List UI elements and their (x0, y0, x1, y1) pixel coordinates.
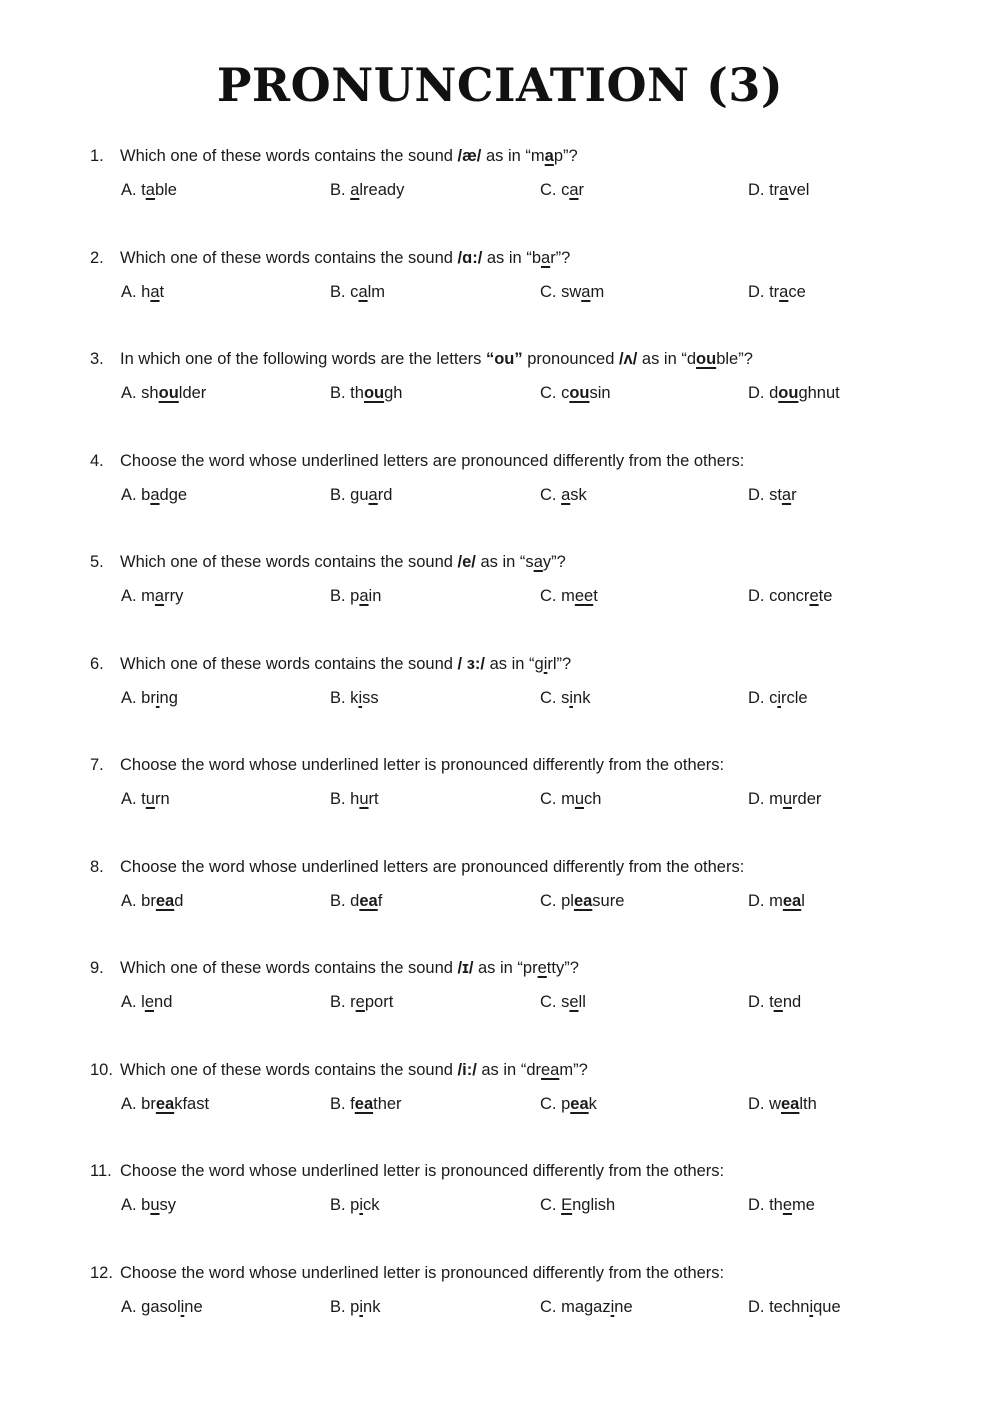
underlined-letters: u (359, 790, 369, 808)
underlined-letters: i (155, 688, 160, 707)
answer-options (90, 484, 950, 508)
option-c[interactable] (540, 585, 598, 607)
emphasis-text: /e/ (457, 553, 476, 571)
option-a[interactable] (121, 585, 183, 607)
option-c[interactable] (540, 788, 601, 810)
emphasis-text: /æ/ (457, 147, 482, 165)
emphasis-text: a (541, 248, 551, 267)
question-text-part: as in “g (485, 654, 544, 673)
question-text-part: as in “dr (476, 1060, 541, 1079)
emphasis-text: i (543, 654, 548, 673)
option-text: A. sh (121, 384, 159, 402)
option-text: B. h (330, 790, 360, 808)
option-text: D. d (748, 384, 779, 402)
underlined-letters: a (150, 282, 160, 301)
underlined-letters: ea (573, 891, 593, 910)
option-text: te (818, 587, 833, 605)
option-text: C. c (540, 384, 570, 402)
question-text (120, 145, 578, 167)
underlined-letters: u (145, 790, 155, 808)
underlined-letters: a (781, 485, 792, 504)
option-text: k (588, 1094, 597, 1113)
question-text (120, 1262, 724, 1284)
option-d[interactable] (748, 1194, 815, 1216)
option-a[interactable] (121, 1093, 209, 1115)
option-text: A. br (121, 1094, 156, 1113)
option-a[interactable] (121, 484, 187, 506)
question-prompt (90, 348, 950, 370)
emphasis-text: / ɜ:/ (457, 654, 485, 673)
option-text: f (377, 891, 383, 910)
option-text: B. p (330, 1196, 360, 1214)
option-text: A. br (121, 688, 156, 707)
question-text (120, 957, 579, 979)
question-text-part: as in “s (475, 553, 534, 571)
underlined-letters: i (610, 1297, 615, 1316)
option-text: nd (782, 993, 802, 1011)
option-text: ther (373, 1094, 402, 1113)
option-text: lth (799, 1094, 817, 1113)
underlined-letters: ee (574, 587, 594, 605)
answer-options (90, 179, 950, 203)
option-d[interactable] (748, 687, 808, 709)
option-text: in (368, 587, 382, 605)
underlined-letters: ea (782, 891, 802, 910)
underlined-letters: a (581, 282, 591, 301)
option-text: A. l (121, 993, 145, 1011)
option-text: rcle (781, 688, 808, 707)
question-number: 2. (90, 248, 104, 267)
question-text (120, 1059, 588, 1081)
option-text: C. m (540, 790, 575, 808)
answer-options (90, 382, 950, 406)
answer-options (90, 585, 950, 609)
emphasis-text: ou (696, 350, 717, 368)
question-text (120, 450, 744, 472)
question-number: 9. (90, 959, 104, 977)
option-text: C. s (540, 993, 570, 1011)
option-text: r (578, 181, 585, 199)
underlined-letters: e (144, 993, 155, 1011)
question-prompt (90, 957, 950, 979)
question-prompt (90, 1059, 950, 1081)
question-prompt (90, 754, 950, 776)
question-prompt (90, 653, 950, 675)
option-text: ne (184, 1297, 203, 1316)
option-text: B. d (330, 891, 360, 910)
underlined-letters: a (154, 587, 165, 605)
option-text: C. pl (540, 891, 574, 910)
question-text (120, 754, 724, 776)
option-text: lm (367, 282, 386, 301)
answer-options (90, 281, 950, 305)
answer-options (90, 687, 950, 711)
answer-options (90, 1194, 950, 1218)
underlined-letters: i (358, 688, 363, 707)
question-text-part: Choose the word whose underlined letters are pronounced differently from the others: (120, 451, 745, 470)
underlined-letters: i (777, 688, 782, 707)
option-text: A. b (121, 485, 151, 504)
option-b[interactable] (330, 788, 379, 810)
option-text: B. gu (330, 485, 369, 504)
option-text: C. s (540, 688, 570, 707)
option-text: sy (159, 1196, 177, 1214)
option-b[interactable] (330, 991, 393, 1013)
question-text-part: as in “pr (473, 959, 538, 977)
option-text: A. b (121, 1196, 151, 1214)
underlined-letters: a (368, 485, 378, 504)
option-a[interactable] (121, 788, 170, 810)
option-a[interactable] (121, 179, 177, 201)
underlined-letters: ea (155, 1094, 175, 1113)
question-text-part: r”? (550, 248, 571, 267)
option-text: C. p (540, 1094, 571, 1113)
option-c[interactable] (540, 687, 590, 709)
underlined-letters: a (779, 282, 789, 301)
answer-options (90, 1093, 950, 1117)
option-text: t (159, 282, 165, 301)
option-text: ng (159, 688, 178, 707)
option-text: C. (540, 1196, 562, 1214)
option-d[interactable] (748, 281, 806, 303)
option-text: B. c (330, 282, 359, 301)
option-c[interactable] (540, 1296, 633, 1318)
option-a[interactable] (121, 687, 178, 709)
emphasis-text: /ɑ:/ (457, 248, 483, 267)
question-6 (90, 653, 950, 711)
question-text-part: m”? (559, 1060, 588, 1079)
option-text: D. st (748, 485, 782, 504)
question-text-part: Choose the word whose underlined letter is pronounced differently from the others: (120, 1263, 725, 1282)
option-text: vel (788, 181, 810, 199)
question-12 (90, 1262, 950, 1320)
option-text: ble (154, 181, 177, 199)
option-text: D. m (748, 790, 783, 808)
option-c[interactable] (540, 991, 586, 1013)
question-number: 11. (90, 1162, 112, 1180)
option-d[interactable] (748, 1296, 841, 1318)
option-text: l (801, 891, 805, 910)
option-b[interactable] (330, 1296, 380, 1318)
option-text: C. magaz (540, 1297, 611, 1316)
question-text-part: Which one of these words contains the sound (120, 248, 458, 267)
option-c[interactable] (540, 890, 624, 912)
option-text: A. h (121, 282, 151, 301)
question-prompt (90, 551, 950, 573)
option-c[interactable] (540, 1194, 615, 1216)
question-text (120, 1160, 724, 1182)
option-text: nk (573, 688, 591, 707)
option-text: ck (363, 1196, 380, 1214)
underlined-letters: e (809, 587, 819, 605)
option-d[interactable] (748, 1093, 817, 1115)
question-7 (90, 754, 950, 812)
option-b[interactable] (330, 1093, 402, 1115)
question-9 (90, 957, 950, 1015)
option-text: rder (792, 790, 822, 808)
question-number: 4. (90, 451, 104, 470)
option-text: ne (614, 1297, 633, 1316)
option-text: D. th (748, 1196, 783, 1214)
option-a[interactable] (121, 1194, 176, 1216)
option-d[interactable] (748, 382, 840, 404)
question-text-part: y”? (542, 553, 566, 571)
question-text-part: In which one of the following words are the letters (120, 350, 486, 368)
underlined-letters: u (574, 790, 585, 808)
question-text-part: p”? (553, 147, 578, 165)
option-text: A. br (121, 891, 156, 910)
option-a[interactable] (121, 281, 164, 303)
option-text: A. gasol (121, 1297, 181, 1316)
question-number: 10. (90, 1060, 113, 1079)
question-text (120, 653, 571, 675)
underlined-letters: i (359, 1297, 364, 1316)
option-text: d (174, 891, 184, 910)
question-11 (90, 1160, 950, 1218)
underlined-letters: u (150, 1196, 160, 1214)
option-text: rn (154, 790, 170, 808)
emphasis-text: /ʌ/ (618, 350, 638, 368)
option-text: rt (368, 790, 379, 808)
option-text: B. th (330, 384, 364, 402)
option-d[interactable] (748, 788, 821, 810)
option-c[interactable] (540, 179, 584, 201)
option-text: lder (178, 384, 207, 402)
option-text: D. concr (748, 587, 810, 605)
option-c[interactable] (540, 1093, 597, 1115)
option-text: D. tr (748, 181, 780, 199)
question-text-part: as in “d (637, 350, 697, 368)
option-text: m (590, 282, 605, 301)
option-text: nk (363, 1297, 381, 1316)
option-text: D. w (748, 1094, 781, 1113)
question-number: 6. (90, 654, 104, 673)
option-text: D. c (748, 688, 778, 707)
question-number: 12. (90, 1263, 113, 1282)
option-text: gh (384, 384, 403, 402)
question-8 (90, 856, 950, 914)
question-prompt (90, 856, 950, 878)
emphasis-text: /ɪ/ (457, 959, 474, 977)
option-text: C. sw (540, 282, 582, 301)
question-prompt (90, 1160, 950, 1182)
question-text-part: Which one of these words contains the sound (120, 147, 458, 165)
option-text: port (364, 993, 394, 1011)
question-text (120, 247, 570, 269)
question-text-part: Which one of these words contains the sound (120, 654, 458, 673)
underlined-letters: ou (778, 384, 799, 402)
option-a[interactable] (121, 991, 172, 1013)
option-text: kfast (174, 1094, 210, 1113)
underlined-letters: e (569, 993, 579, 1011)
question-text-part: Choose the word whose underlined letter is pronounced differently from the others: (120, 1162, 725, 1180)
underlined-letters: ea (354, 1094, 374, 1113)
question-text-part: Choose the word whose underlined letters are pronounced differently from the others: (120, 857, 745, 876)
option-text: ss (362, 688, 379, 707)
option-b[interactable] (330, 179, 404, 201)
option-text: A. m (121, 587, 155, 605)
question-text-part: rl”? (547, 654, 572, 673)
option-text: rd (377, 485, 393, 504)
option-b[interactable] (330, 585, 381, 607)
option-b[interactable] (330, 687, 379, 709)
option-d[interactable] (748, 179, 809, 201)
option-text: B. r (330, 993, 356, 1011)
underlined-letters: i (809, 1297, 814, 1316)
underlined-letters: a (358, 282, 368, 301)
option-d[interactable] (748, 585, 832, 607)
option-text: ll (578, 993, 586, 1011)
option-text: dge (159, 485, 188, 504)
underlined-letters: i (569, 688, 574, 707)
underlined-letters: ea (570, 1094, 589, 1113)
underlined-letters: a (350, 181, 360, 199)
question-text (120, 348, 753, 370)
question-4 (90, 450, 950, 508)
underlined-letters: i (180, 1297, 185, 1316)
option-text: que (813, 1297, 841, 1316)
option-text: rry (164, 587, 184, 605)
question-10 (90, 1059, 950, 1117)
question-number: 8. (90, 857, 104, 876)
question-text (120, 551, 566, 573)
question-5 (90, 551, 950, 609)
worksheet-title: PRONUNCIATION (3) (216, 58, 784, 112)
option-text: C. m (540, 587, 575, 605)
option-text: B. p (330, 1297, 360, 1316)
option-text: me (792, 1196, 815, 1214)
option-text: nd (154, 993, 173, 1011)
question-text-part: tty”? (546, 959, 579, 977)
underlined-letters: ea (781, 1094, 800, 1113)
emphasis-text: ea (540, 1060, 560, 1079)
option-b[interactable] (330, 281, 385, 303)
question-text-part: Which one of these words contains the sound (120, 1060, 458, 1079)
option-a[interactable] (121, 890, 183, 912)
option-text: sure (592, 891, 625, 910)
question-number: 1. (90, 147, 104, 165)
underlined-letters: u (782, 790, 793, 808)
underlined-letters: ou (363, 384, 385, 402)
option-text: ce (788, 282, 806, 301)
underlined-letters: a (561, 485, 571, 504)
option-text: C. (540, 485, 562, 504)
option-text: sk (570, 485, 587, 504)
question-1 (90, 145, 950, 203)
option-d[interactable] (748, 484, 797, 506)
underlined-letters: a (150, 485, 160, 504)
option-text: B. f (330, 1094, 355, 1113)
question-number: 3. (90, 350, 104, 368)
option-b[interactable] (330, 1194, 380, 1216)
option-text: t (593, 587, 598, 605)
answer-options (90, 890, 950, 914)
option-b[interactable] (330, 382, 402, 404)
underlined-letters: i (359, 1196, 364, 1214)
question-text-part: Which one of these words contains the sound (120, 553, 458, 571)
question-prompt (90, 145, 950, 167)
emphasis-text: “ou” (485, 350, 523, 368)
option-a[interactable] (121, 1296, 203, 1318)
underlined-letters: a (359, 587, 369, 605)
option-text: D. tr (748, 282, 780, 301)
option-text: nglish (572, 1196, 616, 1214)
underlined-letters: e (355, 993, 365, 1011)
option-text: A. t (121, 790, 146, 808)
answer-options (90, 991, 950, 1015)
option-c[interactable] (540, 382, 611, 404)
option-text: B. (330, 181, 351, 199)
underlined-letters: ou (569, 384, 590, 402)
question-number: 7. (90, 756, 104, 774)
option-text: lready (359, 181, 405, 199)
question-text-part: pronounced (522, 350, 619, 368)
option-text: A. t (121, 181, 146, 199)
option-text: B. k (330, 688, 359, 707)
option-b[interactable] (330, 890, 382, 912)
emphasis-text: a (533, 553, 543, 571)
question-prompt (90, 450, 950, 472)
answer-options (90, 788, 950, 812)
underlined-letters: a (779, 181, 789, 199)
question-text-part: as in “m (481, 147, 545, 165)
underlined-letters: e (782, 1196, 793, 1214)
underlined-letters: a (569, 181, 579, 199)
emphasis-text: e (537, 959, 547, 977)
option-a[interactable] (121, 382, 206, 404)
option-d[interactable] (748, 890, 805, 912)
option-text: D. t (748, 993, 774, 1011)
underlined-letters: E (561, 1196, 573, 1214)
option-text: ghnut (798, 384, 840, 402)
underlined-letters: a (145, 181, 155, 199)
option-text: D. techn (748, 1297, 810, 1316)
option-text: r (791, 485, 797, 504)
option-c[interactable] (540, 281, 604, 303)
option-text: D. m (748, 891, 783, 910)
question-text-part: Choose the word whose underlined letter is pronounced differently from the others: (120, 756, 725, 774)
option-d[interactable] (748, 991, 801, 1013)
question-prompt (90, 1262, 950, 1284)
question-number: 5. (90, 553, 104, 571)
option-text: C. c (540, 181, 570, 199)
question-prompt (90, 247, 950, 269)
emphasis-text: a (544, 147, 554, 165)
question-text-part: as in “b (482, 248, 541, 267)
question-text-part: ble”? (716, 350, 753, 368)
answer-options (90, 1296, 950, 1320)
underlined-letters: ea (155, 891, 175, 910)
option-text: B. p (330, 587, 360, 605)
option-b[interactable] (330, 484, 392, 506)
underlined-letters: ou (158, 384, 179, 402)
underlined-letters: ea (359, 891, 378, 910)
emphasis-text: /i:/ (457, 1060, 477, 1079)
question-3 (90, 348, 950, 406)
question-2 (90, 247, 950, 305)
option-text: ch (584, 790, 602, 808)
option-c[interactable] (540, 484, 587, 506)
question-text (120, 856, 744, 878)
underlined-letters: e (773, 993, 783, 1011)
question-text-part: Which one of these words contains the sound (120, 959, 458, 977)
option-text: sin (589, 384, 611, 402)
